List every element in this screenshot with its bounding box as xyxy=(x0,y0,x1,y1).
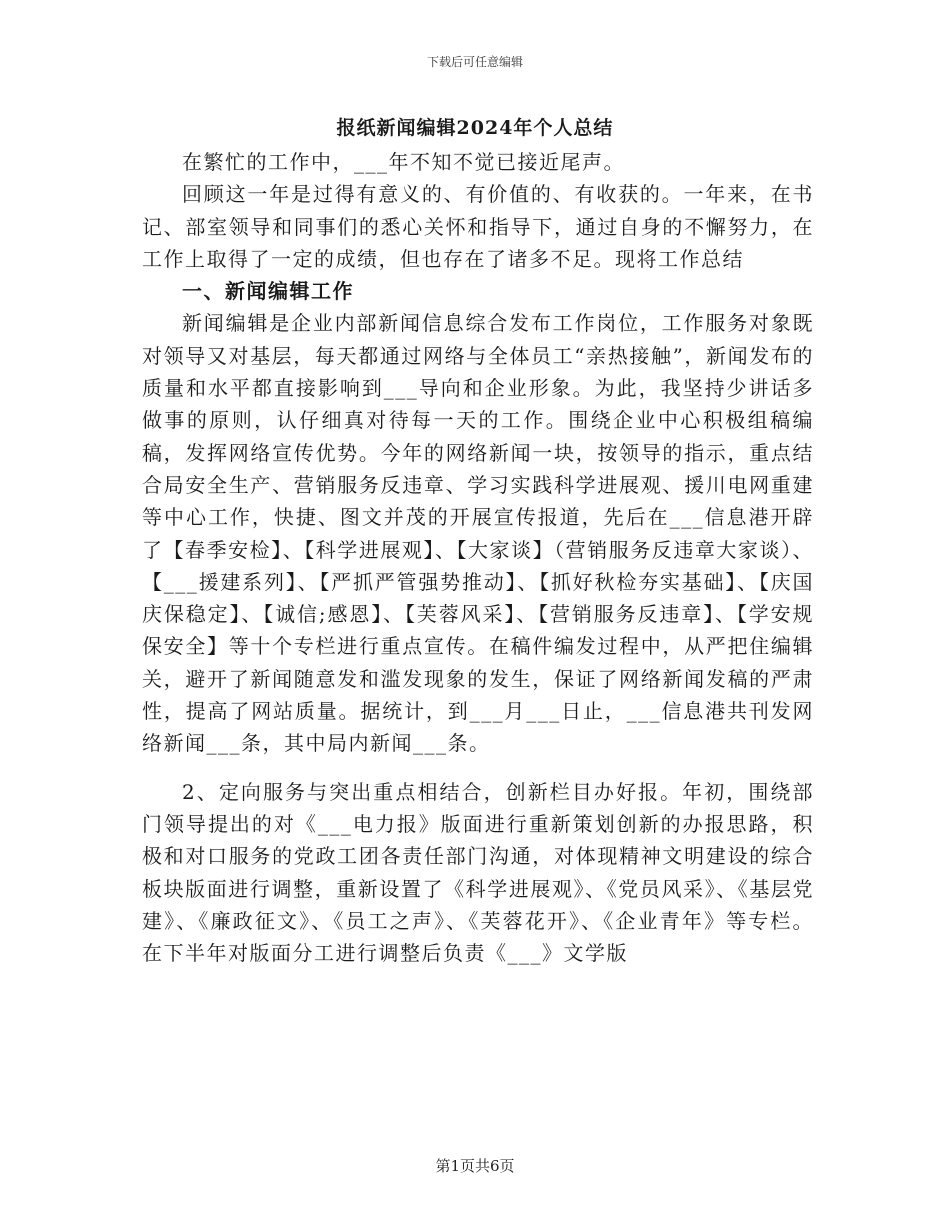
paragraph-intro: 在繁忙的工作中，___年不知不觉已接近尾声。 xyxy=(182,150,625,174)
header-note: 下载后可任意编辑 xyxy=(426,55,523,69)
document-body xyxy=(142,146,814,969)
paragraph-column-innovation: 2、定向服务与突出重点相结合，创新栏目办好报。年初，围绕部门领导提出的对《___电力报》版面进行重新策划创新的办报思路，积极和对口服务的党政工团各责任部门沟通，对体现精神文明建设的综合板块版面进行调整，重新设置了《科学进展观》、《党员风采》、《基层党建》、《廉政征文》、《员工之声》、《芙蓉花开》、《企业青年》等专栏。在下半年对版面分工进行调整后负责《___》文学版 xyxy=(142,779,814,966)
page-number: 第1页共6页 xyxy=(435,1157,515,1175)
document-title: 报纸新闻编辑2024年个人总结 xyxy=(336,117,614,139)
section-heading: 一、新闻编辑工作 xyxy=(182,279,354,304)
paragraph-review: 回顾这一年是过得有意义的、有价值的、有收获的。一年来，在书记、部室领导和同事们的悉心关怀和指导下，通过自身的不懈努力，在工作上取得了一定的成绩，但也存在了诸多不足。现将工作总结 xyxy=(142,182,814,271)
paragraph-news-editing: 新闻编辑是企业内部新闻信息综合发布工作岗位，工作服务对象既对领导又对基层，每天都通过网络与全体员工“亲热接触”，新闻发布的质量和水平都直接影响到___导向和企业形象。为此，我坚持少讲话多做事的原则，认仔细真对待每一天的工作。围绕企业中心积极组稿编稿，发挥网络宣传优势。今年的网络新闻一块，按领导的指示，重点结合局安全生产、营销服务反违章、学习实践科学进展观、援川电网重建等中心工作，快捷、图文并茂的开展宣传报道，先后在___信息港开辟了【春季安检】、【科学进展观】、【大家谈】（营销服务反违章大家谈）、【___援建系列】、【严抓严管强势推动】、【抓好秋检夯实基础】、【庆国庆保稳定】、【诚信;感恩】、【芙蓉风采】、【营销服务反违章】、【学安规保安全】等十个专栏进行重点宣传。在稿件编发过程中，从严把住编辑关，避开了新闻随意发和滥发现象的发生，保证了网络新闻发稿的严肃性，提高了网站质量。据统计，到___月___日止，___信息港共刊发网络新闻___条，其中局内新闻___条。 xyxy=(142,311,814,756)
